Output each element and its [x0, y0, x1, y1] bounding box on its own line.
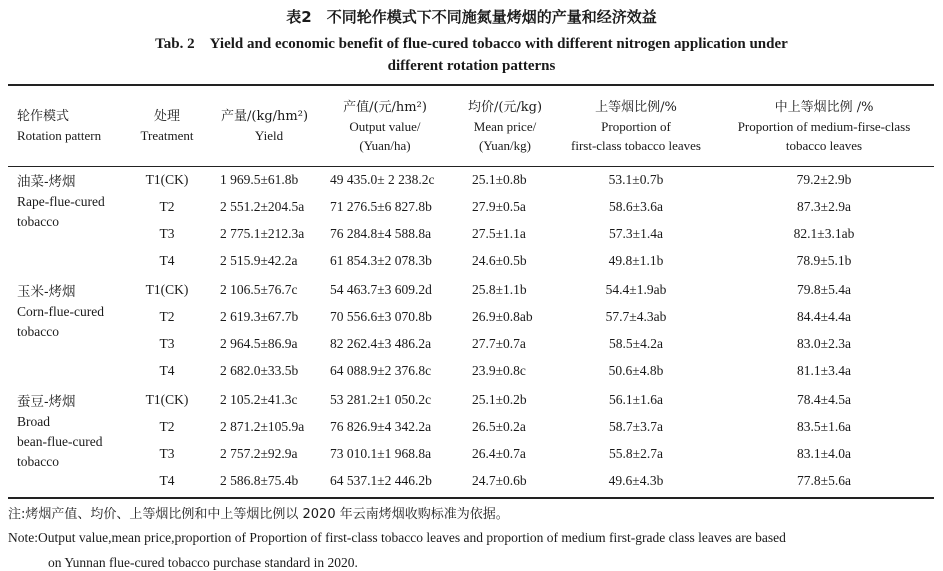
header-medium-first-class-proportion: 中上等烟比例 /% Proportion of medium-firse-class tobacco leaves [737, 100, 911, 153]
cell-yield: 2 105.2±41.3c [220, 392, 298, 407]
cell-treatment: T2 [159, 309, 175, 324]
header-output-value: 产值/(元/hm²) Output value/ (Yuan/ha) [343, 100, 427, 153]
cell-price: 24.7±0.6b [472, 473, 527, 488]
cell-yield: 2 515.9±42.2a [220, 253, 298, 268]
cell-price: 26.9±0.8ab [472, 309, 533, 324]
cell-medium: 79.8±5.4a [797, 282, 851, 297]
cell-yield: 2 871.2±105.9a [220, 419, 305, 434]
cell-price: 27.9±0.5a [472, 199, 526, 214]
cell-yield: 1 969.5±61.8b [220, 172, 299, 187]
cell-output: 53 281.2±1 050.2c [330, 392, 432, 407]
cell-treatment: T1(CK) [145, 172, 189, 187]
table-title-english-line1: Tab. 2 Yield and economic benefit of flue-cured tobacco with different nitrogen application under [155, 36, 788, 52]
cell-yield: 2 619.3±67.7b [220, 309, 299, 324]
cell-first: 53.1±0.7b [608, 172, 664, 187]
cell-first: 54.4±1.9ab [605, 282, 667, 297]
cell-first: 49.6±4.3b [608, 473, 664, 488]
cell-output: 76 826.9±4 342.2a [330, 419, 432, 434]
cell-treatment: T4 [159, 473, 175, 488]
cell-treatment: T2 [159, 419, 175, 434]
cell-treatment: T1(CK) [145, 282, 189, 297]
cell-treatment: T4 [159, 363, 175, 378]
cell-price: 25.8±1.1b [472, 282, 527, 297]
cell-price: 24.6±0.5b [472, 253, 527, 268]
note-chinese: 注:烤烟产值、均价、上等烟比例和中上等烟比例以 2020 年云南烤烟收购标准为依据。 [8, 507, 509, 522]
cell-medium: 82.1±3.1ab [793, 226, 855, 241]
cell-output: 82 262.4±3 486.2a [330, 336, 432, 351]
cell-first: 57.3±1.4a [609, 226, 663, 241]
header-yield: 产量/(kg/hm²) Yield [221, 109, 309, 143]
cell-output: 64 537.1±2 446.2b [330, 473, 432, 488]
cell-yield: 2 106.5±76.7c [220, 282, 298, 297]
cell-first: 50.6±4.8b [608, 363, 664, 378]
cell-medium: 77.8±5.6a [797, 473, 851, 488]
header-mean-price: 均价/(元/kg) Mean price/ (Yuan/kg) [467, 100, 543, 153]
group-label-broad-bean: 蚕豆-烤烟 Broad bean-flue-cured tobacco [17, 394, 103, 469]
cell-first: 56.1±1.6a [609, 392, 663, 407]
cell-medium: 81.1±3.4a [797, 363, 851, 378]
note-english-line1: Note:Output value,mean price,proportion of Proportion of first-class tobacco leaves and proportion of medium first-grade class leaves are based [8, 530, 786, 545]
cell-yield: 2 682.0±33.5b [220, 363, 299, 378]
cell-output: 61 854.3±2 078.3b [330, 253, 432, 268]
cell-output: 73 010.1±1 968.8a [330, 446, 432, 461]
table-header-rule [8, 166, 934, 167]
group-label-corn: 玉米-烤烟 Corn-flue-cured tobacco [17, 284, 104, 339]
table-title-chinese: 表2 不同轮作模式下不同施氮量烤烟的产量和经济效益 [286, 8, 657, 26]
cell-medium: 78.9±5.1b [796, 253, 852, 268]
cell-medium: 83.5±1.6a [797, 419, 851, 434]
cell-output: 49 435.0± 2 238.2c [330, 172, 435, 187]
cell-price: 27.7±0.7a [472, 336, 526, 351]
cell-output: 54 463.7±3 609.2d [330, 282, 432, 297]
cell-price: 26.5±0.2a [472, 419, 526, 434]
cell-output: 71 276.5±6 827.8b [330, 199, 432, 214]
cell-yield: 2 964.5±86.9a [220, 336, 298, 351]
cell-treatment: T1(CK) [145, 392, 189, 407]
header-treatment: 处理 Treatment [140, 109, 194, 143]
cell-yield: 2 757.2±92.9a [220, 446, 298, 461]
cell-yield: 2 775.1±212.3a [220, 226, 305, 241]
cell-treatment: T2 [159, 199, 175, 214]
cell-output: 76 284.8±4 588.8a [330, 226, 432, 241]
cell-medium: 87.3±2.9a [797, 199, 851, 214]
cell-first: 57.7±4.3ab [605, 309, 667, 324]
table-top-rule [8, 84, 934, 86]
cell-yield: 2 586.8±75.4b [220, 473, 299, 488]
cell-first: 55.8±2.7a [609, 446, 663, 461]
cell-treatment: T3 [159, 446, 175, 461]
cell-treatment: T3 [159, 226, 175, 241]
cell-first: 49.8±1.1b [608, 253, 664, 268]
cell-first: 58.6±3.6a [609, 199, 663, 214]
cell-price: 25.1±0.2b [472, 392, 527, 407]
cell-first: 58.7±3.7a [609, 419, 663, 434]
cell-treatment: T4 [159, 253, 175, 268]
cell-medium: 79.2±2.9b [796, 172, 852, 187]
cell-medium: 84.4±4.4a [797, 309, 851, 324]
cell-first: 58.5±4.2a [609, 336, 663, 351]
cell-output: 64 088.9±2 376.8c [330, 363, 432, 378]
header-first-class-proportion: 上等烟比例/% Proportion of first-class tobacco leaves [571, 100, 701, 153]
table-bottom-rule [8, 497, 934, 499]
table-title-english-line2: different rotation patterns [387, 58, 556, 74]
cell-medium: 78.4±4.5a [797, 392, 851, 407]
cell-price: 25.1±0.8b [472, 172, 527, 187]
cell-medium: 83.0±2.3a [797, 336, 851, 351]
cell-price: 27.5±1.1a [472, 226, 526, 241]
group-label-rape: 油菜-烤烟 Rape-flue-cured tobacco [17, 174, 105, 229]
note-english-line2: on Yunnan flue-cured tobacco purchase standard in 2020. [48, 555, 358, 570]
header-rotation-pattern: 轮作模式 Rotation pattern [17, 109, 102, 143]
cell-output: 70 556.6±3 070.8b [330, 309, 432, 324]
cell-yield: 2 551.2±204.5a [220, 199, 305, 214]
cell-price: 23.9±0.8c [472, 363, 526, 378]
cell-price: 26.4±0.7a [472, 446, 526, 461]
cell-treatment: T3 [159, 336, 175, 351]
cell-medium: 83.1±4.0a [797, 446, 851, 461]
